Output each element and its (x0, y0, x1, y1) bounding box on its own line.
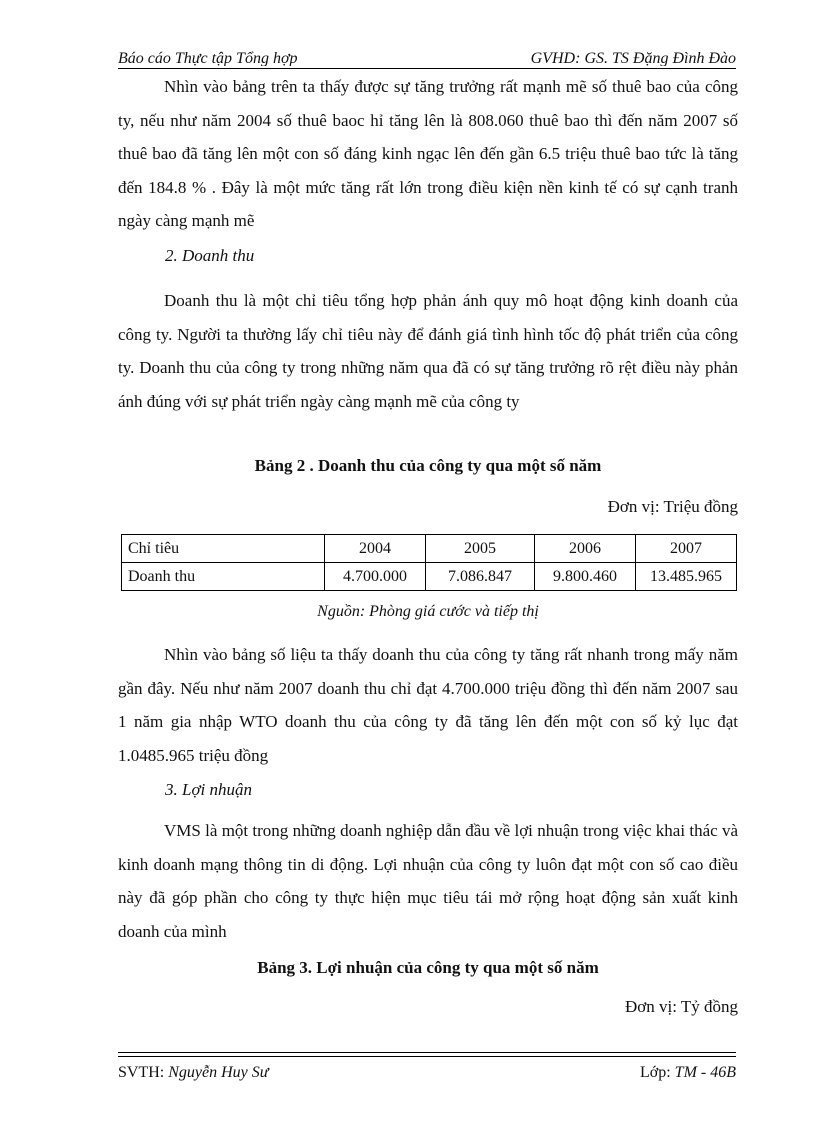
table-cell: 13.485.965 (636, 563, 737, 591)
header-rule (118, 68, 736, 69)
table3-unit: Đơn vị: Tỷ đồng (624, 997, 738, 1016)
page-header (118, 46, 736, 66)
paragraph-subscriber-growth: Nhìn vào bảng trên ta thấy được sự tăng trưởng rất mạnh mẽ số thuê bao của công ty, nếu như năm 2004 số thuê baoc hỉ tăng lên là 808.060 thuê bao thì đến năm 2007 số thuê bao đã tăng lên một con số đáng kinh ngạc lên đến gần 6.5 triệu thuê bao tức là tăng đến 184.8 % . Đây là một mức tăng rất lớn trong điều kiện nền kinh tế có sự cạnh tranh ngày càng mạnh mẽ (118, 77, 738, 230)
table-header-cell: 2005 (426, 535, 535, 563)
table-header-cell: Chỉ tiêu (122, 535, 325, 563)
table-header-cell: 2006 (535, 535, 636, 563)
table-cell: 7.086.847 (426, 563, 535, 591)
table-header-row (122, 535, 737, 563)
footer-student (118, 1064, 269, 1082)
paragraph-profit-intro: VMS là một trong những doanh nghiệp dẫn đầu về lợi nhuận trong việc khai thác và kinh doanh mạng thông tin di động. Lợi nhuận của công ty luôn đạt một con số cao điều này đã góp phần cho công ty thực hiện mục tiêu tái mở rộng hoạt động sản xuất kinh doanh của mình (118, 821, 738, 941)
header-report-title: Báo cáo Thực tập Tổng hợp (118, 50, 298, 66)
paragraph-revenue-analysis: Nhìn vào bảng số liệu ta thấy doanh thu của công ty tăng rất nhanh trong mấy năm gần đây. Nếu như năm 2007 doanh thu chỉ đạt 4.700.000 triệu đồng thì đến năm 2007 sau 1 năm gia nhập WTO doanh thu của công ty đã tăng lên đến một con số kỷ lục đạt 1.0485.965 triệu đồng (118, 645, 738, 765)
table2-unit: Đơn vị: Triệu đồng (607, 497, 738, 516)
section-heading-revenue: 2. Doanh thu (165, 246, 255, 265)
footer-class (640, 1064, 736, 1082)
table-cell: 4.700.000 (325, 563, 426, 591)
table-cell: 9.800.460 (535, 563, 636, 591)
footer-rule-top (118, 1052, 736, 1053)
table2-source: Nguồn: Phòng giá cước và tiếp thị (317, 603, 539, 620)
section-heading-profit: 3. Lợi nhuận (165, 780, 253, 799)
footer-rule-bottom (118, 1056, 736, 1057)
table2-caption: Bảng 2 . Doanh thu của công ty qua một số năm (254, 456, 602, 475)
footer-student-label: SVTH: (118, 1064, 169, 1081)
table-header-cell: 2007 (636, 535, 737, 563)
table-header-cell: 2004 (325, 535, 426, 563)
footer-class-label: Lớp: (639, 1064, 675, 1081)
revenue-table (121, 534, 737, 591)
footer-student-name: Nguyễn Huy Sư (168, 1064, 269, 1081)
table-row (122, 563, 737, 591)
paragraph-revenue-intro: Doanh thu là một chỉ tiêu tổng hợp phản ánh quy mô hoạt động kinh doanh của công ty. Người ta thường lấy chỉ tiêu này để đánh giá tình hình tốc độ phát triển của công ty. Doanh thu của công ty trong những năm qua đã có sự tăng trưởng rõ rệt điều này phản ánh đúng với sự phát triển ngày càng mạnh mẽ của công ty (118, 291, 738, 411)
table3-caption: Bảng 3. Lợi nhuận của công ty qua một số năm (257, 958, 599, 977)
table-cell: Doanh thu (122, 563, 325, 591)
header-supervisor: GVHD: GS. TS Đặng Đình Đào (530, 50, 736, 66)
footer-class-value: TM - 46B (674, 1064, 736, 1081)
